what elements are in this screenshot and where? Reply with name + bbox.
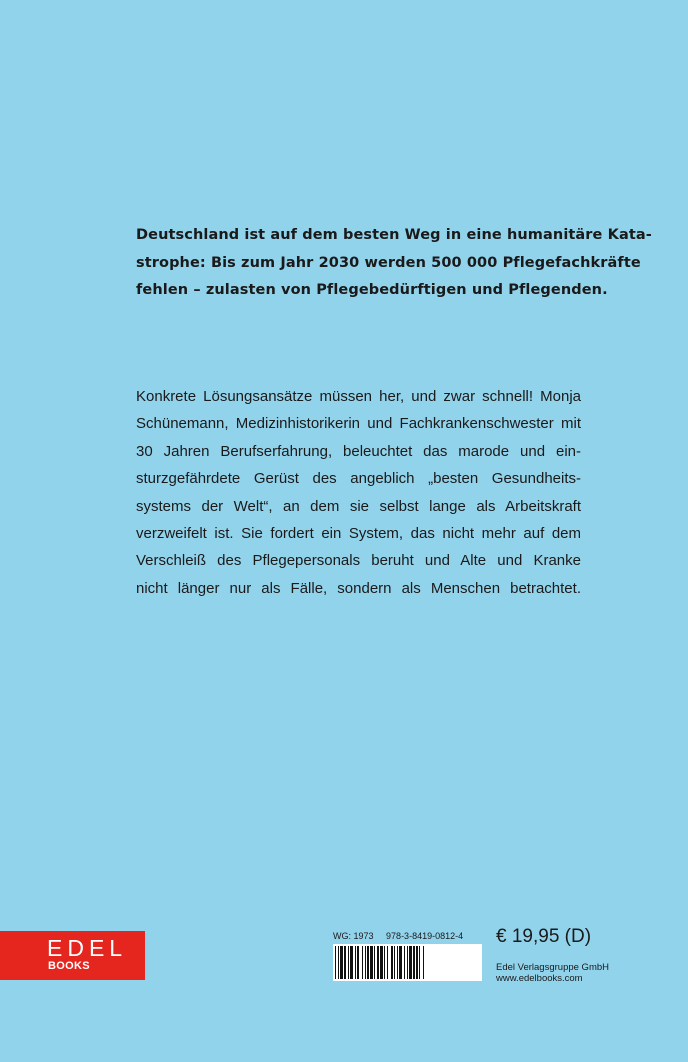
barcode-bar (357, 946, 359, 979)
barcode-bar (416, 946, 418, 979)
body-line: sturzgefährdete Gerüst des angeblich „besten Gesundheits- (136, 470, 581, 488)
body-line: Verschleiß des Pflegepersonals beruht und Alte und Kranke (136, 552, 581, 570)
publisher-logo (0, 931, 145, 980)
barcode-bar (365, 946, 366, 979)
barcode-bar (362, 946, 363, 979)
body-paragraph (136, 383, 581, 602)
barcode-graphic (333, 944, 482, 981)
publisher-url: www.edelbooks.com (496, 973, 583, 984)
wg-code: WG: 1973 (333, 931, 374, 941)
body-line: Schünemann, Medizinhistorikerin und Fachkrankenschwester mit (136, 415, 581, 433)
barcode-bar (370, 946, 373, 979)
body-line: nicht länger nur als Fälle, sondern als Menschen betrachtet. (136, 579, 581, 597)
barcode-bar (335, 946, 336, 979)
barcode-bar (374, 946, 375, 979)
barcode-bar (391, 946, 393, 979)
barcode-bar (387, 946, 388, 979)
barcode-bar (338, 946, 339, 979)
barcode-bar (394, 946, 395, 979)
body-line: Konkrete Lösungsansätze müssen her, und zwar schnell! Monja (136, 388, 581, 405)
publisher-info (496, 962, 609, 984)
barcode-bar (399, 946, 402, 979)
body-line: verzweifelt ist. Sie fordert ein System, das nicht mehr auf dem (136, 525, 581, 543)
lead-line: Deutschland ist auf dem besten Weg in eine humanitäre Kata- (136, 227, 652, 243)
isbn-number: 978-3-8419-0812-4 (386, 931, 464, 941)
barcode-bar (423, 946, 424, 979)
barcode-bar (397, 946, 398, 979)
barcode-bar (384, 946, 385, 979)
barcode-bar (355, 946, 356, 979)
price: € 19,95 (D) (496, 926, 592, 947)
barcode (333, 944, 482, 981)
body-line: systems der Welt“, an dem sie selbst lange als Arbeitskraft (136, 497, 581, 515)
lead-line: fehlen – zulasten von Pflegebedürftigen und Pflegenden. (136, 282, 608, 298)
lead-paragraph (136, 222, 652, 305)
logo-sub: BOOKS (48, 960, 90, 972)
lead-line: strophe: Bis zum Jahr 2030 werden 500 000 Pflegefachkräfte (136, 254, 641, 271)
barcode-bar (377, 946, 379, 979)
publisher-name: Edel Verlagsgruppe GmbH (496, 962, 610, 973)
barcode-bar (344, 946, 346, 979)
barcode-bar (340, 946, 343, 979)
barcode-bar (419, 946, 420, 979)
barcode-bar (367, 946, 369, 979)
barcode-bar (413, 946, 415, 979)
barcode-bar (409, 946, 412, 979)
logo-word: EDEL (47, 935, 128, 961)
isbn-line (333, 931, 463, 941)
barcode-bar (350, 946, 353, 979)
barcode-bar (407, 946, 408, 979)
barcode-bar (380, 946, 383, 979)
barcode-bar (404, 946, 405, 979)
body-line: 30 Jahren Berufserfahrung, beleuchtet das marode und ein- (136, 442, 581, 460)
barcode-bar (348, 946, 349, 979)
